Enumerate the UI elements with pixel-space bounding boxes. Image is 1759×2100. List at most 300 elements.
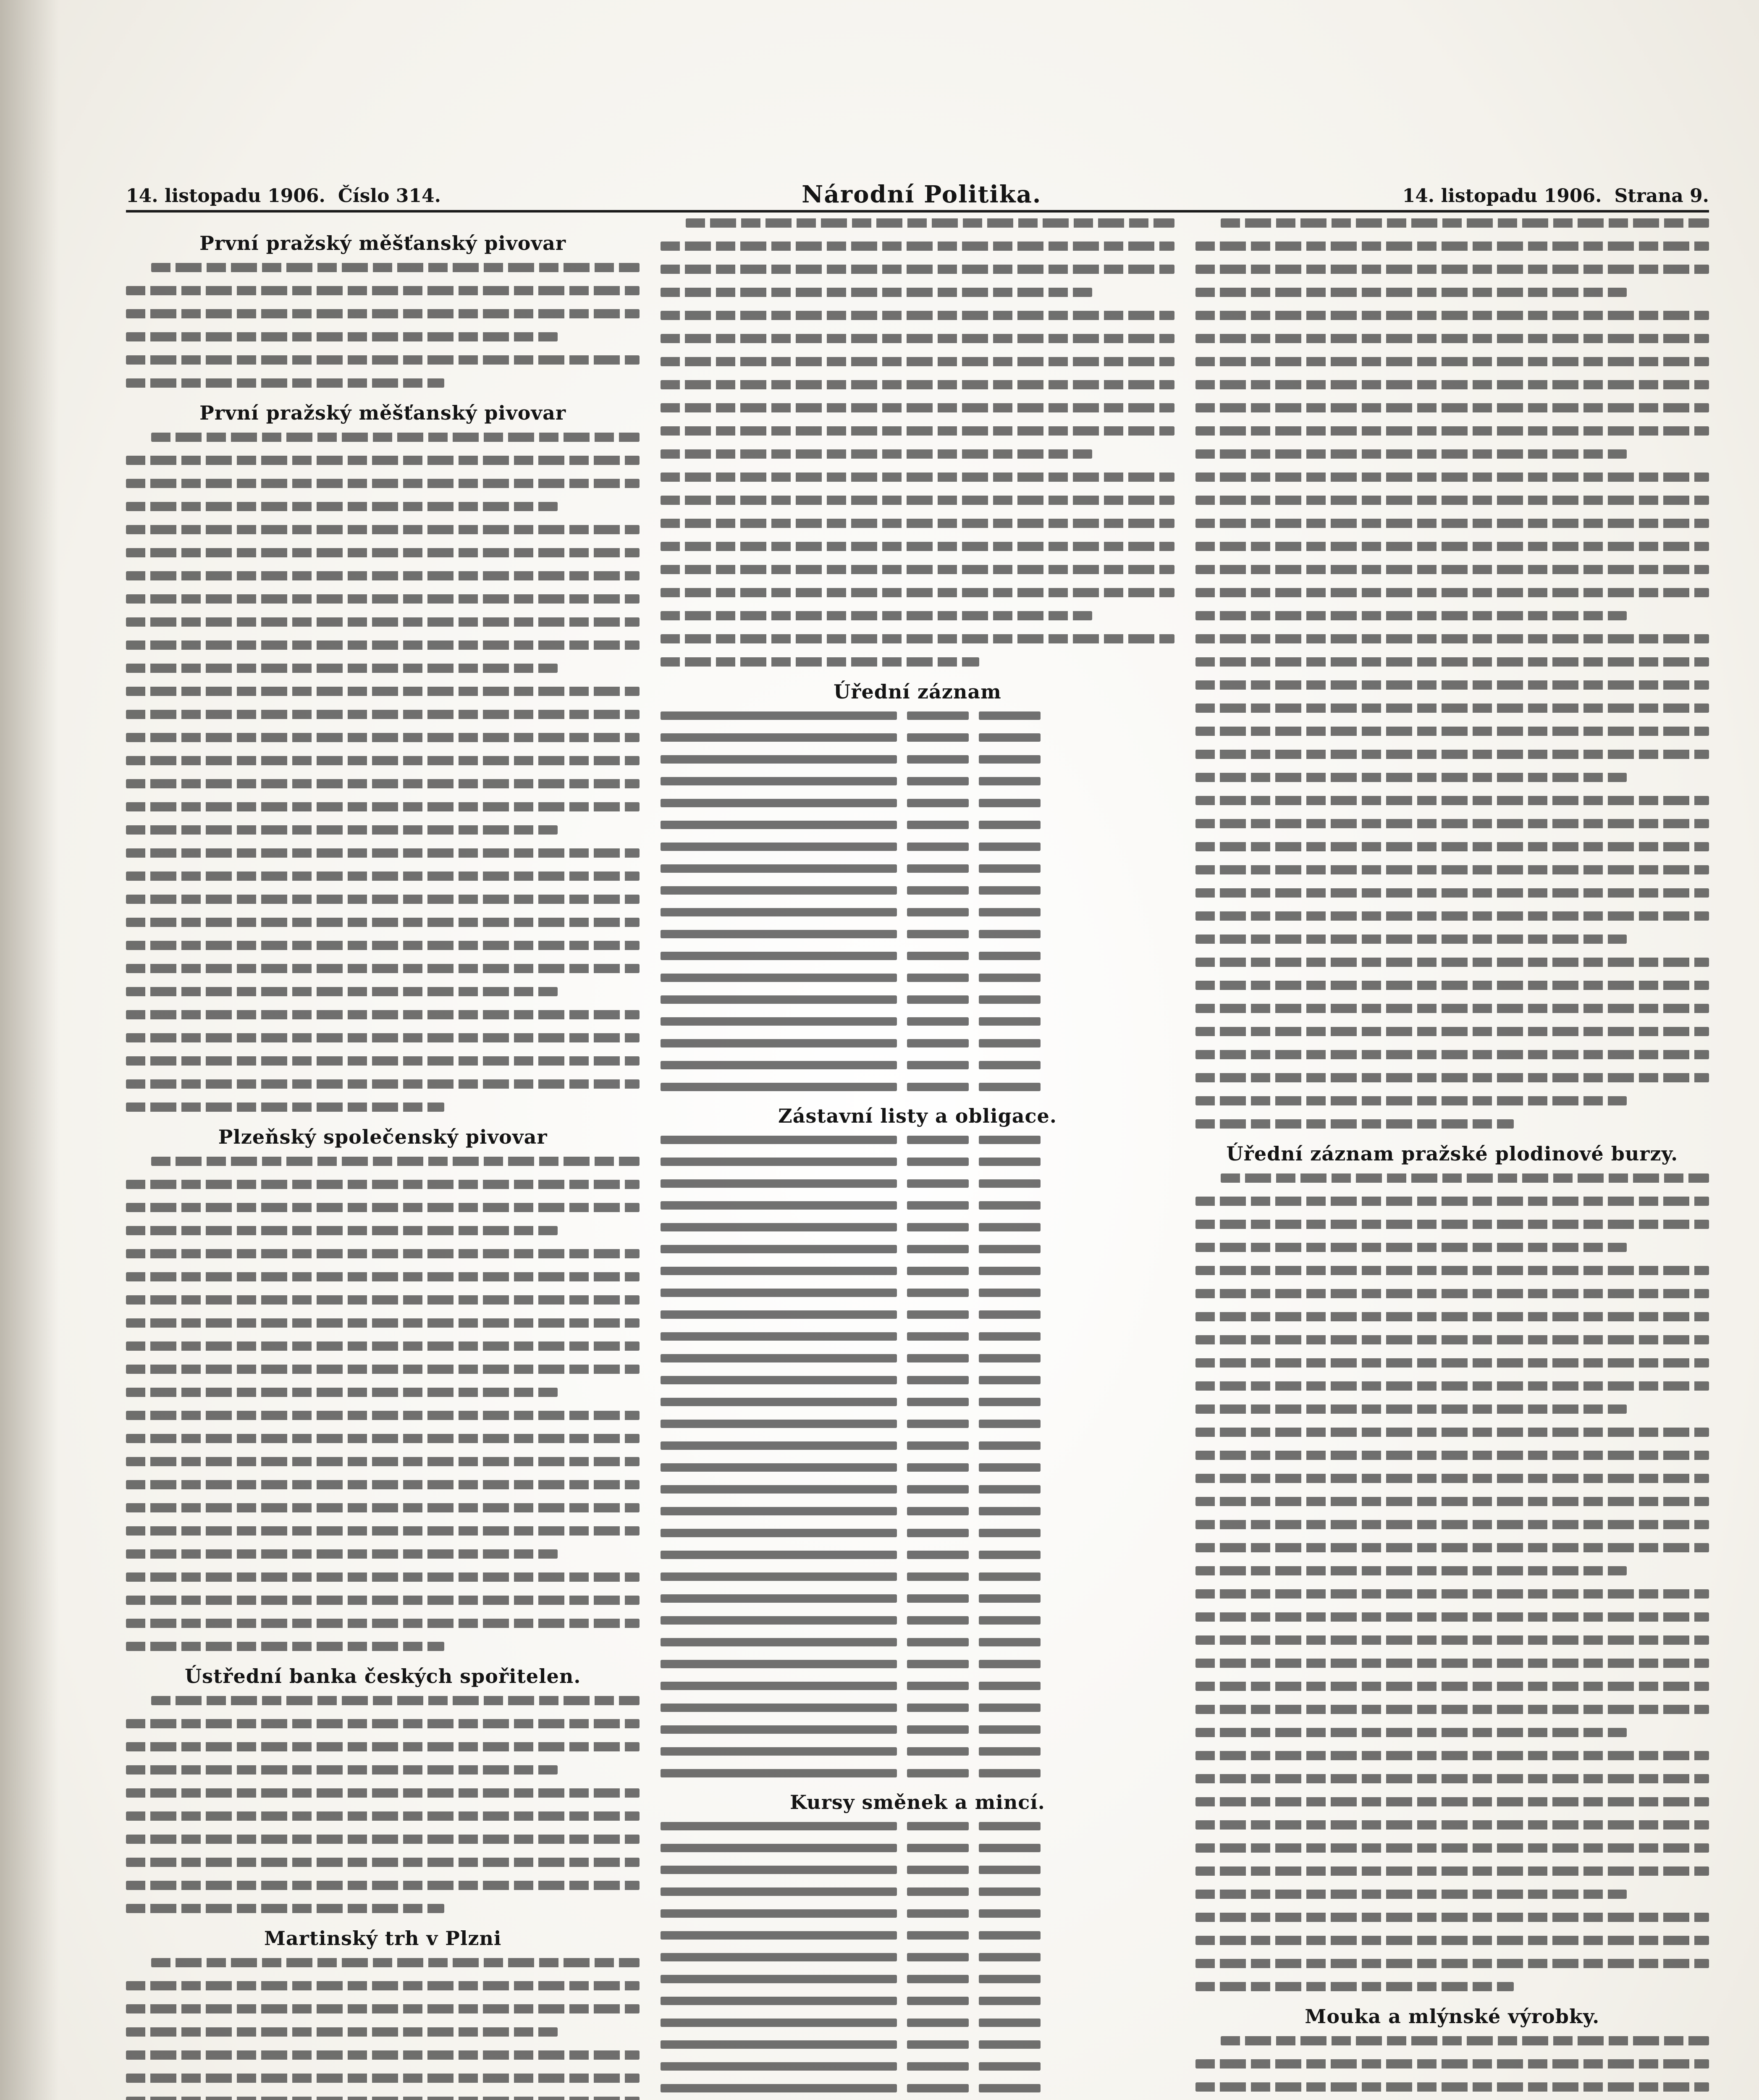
table-cell [661, 1844, 897, 1852]
table-cell [979, 1332, 1041, 1341]
table-cell [661, 733, 897, 742]
table-cell [979, 1039, 1041, 1047]
table-row [661, 1267, 1174, 1275]
text-line [126, 1434, 640, 1443]
table-cell [979, 1179, 1041, 1188]
text-line [1195, 634, 1709, 643]
table-cell [907, 1310, 969, 1319]
text-line [1195, 1404, 1627, 1414]
table-row [661, 1682, 1174, 1690]
table-cell [661, 1310, 897, 1319]
table-cell [979, 1201, 1041, 1210]
text-line [1195, 1358, 1709, 1368]
text-line [126, 1388, 558, 1397]
text-line [1195, 981, 1709, 990]
section-heading: Zástavní listy a obligace. [778, 1105, 1057, 1127]
table-cell [907, 930, 969, 938]
table-row [661, 1844, 1174, 1852]
section-heading: Kursy směnek a mincí. [790, 1791, 1045, 1814]
section-heading: První pražský měšťanský pivovar [199, 232, 566, 255]
text-line [1195, 288, 1627, 297]
table-cell [979, 864, 1041, 873]
text-line [126, 872, 640, 881]
text-line [126, 1295, 640, 1305]
table-cell [661, 1909, 897, 1918]
table-cell [907, 1463, 969, 1472]
table-row [661, 1463, 1174, 1472]
text-line [126, 2097, 640, 2100]
table-row [661, 1420, 1174, 1428]
text-line [1195, 1335, 1709, 1344]
text-line [1195, 1635, 1709, 1645]
table-cell [907, 864, 969, 873]
header-left [126, 185, 441, 210]
text-line [126, 1079, 640, 1089]
table-cell [661, 1398, 897, 1406]
table-cell [979, 974, 1041, 982]
text-line [126, 687, 640, 696]
text-line [1195, 1589, 1709, 1599]
table-cell [661, 1931, 897, 1940]
table-cell [907, 1866, 969, 1874]
table-cell [661, 1267, 897, 1275]
header-page-number: Strana 9. [1614, 185, 1709, 207]
table-cell [979, 1594, 1041, 1603]
table-cell [907, 799, 969, 807]
table-cell [661, 1747, 897, 1756]
text-line [126, 525, 640, 534]
text-line [1195, 334, 1709, 343]
text-line [1195, 1774, 1709, 1783]
table-cell [907, 995, 969, 1004]
table-cell [661, 821, 897, 829]
table-cell [661, 1201, 897, 1210]
table-row [661, 1245, 1174, 1253]
table-cell [661, 2019, 897, 2027]
text-line [1195, 403, 1709, 412]
table-row [661, 799, 1174, 807]
text-line [1195, 1520, 1709, 1529]
text-line [151, 1958, 640, 1967]
text-line [1195, 1381, 1709, 1391]
table-row [661, 1887, 1174, 1896]
table-cell [979, 908, 1041, 916]
table-cell [979, 1887, 1041, 1896]
table-cell [907, 1267, 969, 1275]
table-row [661, 1769, 1174, 1777]
text-line [1195, 1659, 1709, 1668]
page-header [126, 181, 1709, 213]
table-cell [907, 1507, 969, 1515]
table-cell [907, 1039, 969, 1047]
text-line [126, 1203, 640, 1212]
table-cell [979, 1158, 1041, 1166]
table-cell [907, 1061, 969, 1069]
text-line [126, 1457, 640, 1466]
table-row [661, 1638, 1174, 1646]
table-cell [979, 2040, 1041, 2049]
text-line [1195, 265, 1709, 274]
table-cell [979, 1398, 1041, 1406]
text-line [126, 1010, 640, 1019]
text-line [1221, 2036, 1709, 2045]
text-line [1195, 2059, 1709, 2068]
text-line [126, 1835, 640, 1844]
text-line [126, 964, 640, 973]
table-cell [907, 777, 969, 785]
table-cell [661, 1017, 897, 1026]
table-row [661, 2084, 1174, 2092]
table-row [661, 1398, 1174, 1406]
table-cell [979, 1310, 1041, 1319]
table-cell [907, 1844, 969, 1852]
table-cell [661, 1866, 897, 1874]
text-line [1195, 242, 1709, 251]
text-line [1221, 1173, 1709, 1183]
text-line [126, 479, 640, 488]
table-row [661, 908, 1174, 916]
text-line [661, 542, 1174, 551]
header-date-right: 14. listopadu 1906. [1402, 185, 1602, 207]
table-cell [661, 2062, 897, 2071]
table-row [661, 1551, 1174, 1559]
table-cell [979, 1953, 1041, 1961]
table-cell [661, 1822, 897, 1830]
table-cell [907, 1376, 969, 1384]
table-cell [979, 711, 1041, 720]
table-cell [907, 1931, 969, 1940]
table-cell [907, 755, 969, 764]
table-row [661, 777, 1174, 785]
table-cell [907, 1332, 969, 1341]
table-cell [661, 974, 897, 982]
text-line [1195, 1243, 1627, 1252]
header-date-left: 14. listopadu 1906. [126, 185, 325, 207]
table-row [661, 864, 1174, 873]
text-line [1195, 1096, 1627, 1105]
table-cell [907, 974, 969, 982]
text-line [661, 657, 979, 667]
table-row [661, 1136, 1174, 1144]
table-cell [979, 1463, 1041, 1472]
text-line [1195, 311, 1709, 320]
table-cell [907, 1638, 969, 1646]
table-row [661, 1354, 1174, 1362]
table-cell [979, 1975, 1041, 1983]
text-line [126, 1526, 640, 1536]
text-line [126, 1226, 558, 1235]
table-cell [661, 1953, 897, 1961]
text-line [1195, 1197, 1709, 1206]
text-line [1195, 1220, 1709, 1229]
table-cell [979, 1704, 1041, 1712]
table-row [661, 2062, 1174, 2071]
table-cell [661, 2084, 897, 2092]
table-row [661, 1083, 1174, 1091]
text-line [126, 1549, 558, 1559]
text-line [126, 1719, 640, 1728]
text-line [1195, 588, 1709, 597]
table-row [661, 2019, 1174, 2027]
text-line [1195, 565, 1709, 574]
table-row [661, 1822, 1174, 1830]
table-cell [661, 1354, 897, 1362]
text-line [1195, 934, 1627, 944]
text-line [126, 332, 558, 341]
text-line [1195, 472, 1709, 482]
text-line [661, 311, 1174, 320]
text-line [126, 1503, 640, 1512]
table-cell [907, 1201, 969, 1210]
text-line [1195, 1566, 1627, 1575]
table-row [661, 755, 1174, 764]
table-row [661, 1289, 1174, 1297]
text-line [661, 472, 1174, 482]
text-line [126, 733, 640, 742]
text-line [151, 263, 640, 272]
table-cell [907, 1747, 969, 1756]
text-line [661, 334, 1174, 343]
table-row [661, 1909, 1174, 1918]
table-cell [661, 1061, 897, 1069]
table-row [661, 952, 1174, 960]
text-line [1195, 1682, 1709, 1691]
text-line [126, 1619, 640, 1628]
text-line [1195, 449, 1627, 459]
table-cell [661, 1179, 897, 1188]
table-cell [907, 1822, 969, 1830]
text-line [126, 756, 640, 765]
table-cell [979, 1354, 1041, 1362]
table-row [661, 1953, 1174, 1961]
table-row [661, 1616, 1174, 1625]
table-cell [979, 930, 1041, 938]
table-row [661, 1975, 1174, 1983]
table-cell [979, 1572, 1041, 1581]
text-line [126, 1272, 640, 1281]
text-line [126, 502, 558, 511]
table-cell [979, 843, 1041, 851]
text-line [126, 2004, 640, 2013]
table-cell [979, 733, 1041, 742]
text-line [1195, 1866, 1709, 1876]
header-right [1402, 185, 1709, 210]
section-heading: Úřední záznam [834, 680, 1001, 703]
table-cell [661, 1572, 897, 1581]
table-cell [907, 2040, 969, 2049]
text-line [1195, 796, 1709, 805]
text-line [151, 1696, 640, 1705]
table-cell [661, 2040, 897, 2049]
table-row [661, 1660, 1174, 1668]
table-cell [979, 1441, 1041, 1450]
table-cell [907, 711, 969, 720]
table-row [661, 1485, 1174, 1494]
text-line [126, 1056, 640, 1066]
text-line [1195, 496, 1709, 505]
table-row [661, 1179, 1174, 1188]
table-cell [907, 1083, 969, 1091]
table-cell [907, 1572, 969, 1581]
table-cell [907, 2019, 969, 2027]
table-row [661, 733, 1174, 742]
text-line [1195, 1312, 1709, 1321]
text-line [126, 1788, 640, 1798]
table-cell [979, 1909, 1041, 1918]
table-row [661, 843, 1174, 851]
table-row [661, 1158, 1174, 1166]
table-row [661, 1725, 1174, 1734]
text-line [661, 288, 1092, 297]
table-row [661, 821, 1174, 829]
text-line [1195, 2082, 1709, 2092]
text-line [126, 664, 558, 673]
table-cell [979, 1822, 1041, 1830]
section-heading: První pražský měšťanský pivovar [199, 402, 566, 424]
table-row [661, 886, 1174, 895]
text-line [1195, 380, 1709, 389]
table-cell [661, 1158, 897, 1166]
table-cell [661, 995, 897, 1004]
table-cell [907, 1398, 969, 1406]
text-line [661, 519, 1174, 528]
text-line [1195, 1890, 1627, 1899]
table-row [661, 1201, 1174, 1210]
text-line [126, 2027, 558, 2037]
text-line [126, 848, 640, 858]
table-cell [907, 1354, 969, 1362]
text-line [126, 456, 640, 465]
table-cell [907, 886, 969, 895]
table-cell [979, 1682, 1041, 1690]
text-line [126, 987, 558, 996]
text-line [126, 941, 640, 950]
table-cell [979, 1267, 1041, 1275]
table-cell [661, 1332, 897, 1341]
text-line [126, 1411, 640, 1420]
table-cell [907, 908, 969, 916]
table-cell [979, 1083, 1041, 1091]
text-line [126, 1102, 444, 1112]
table-cell [907, 1887, 969, 1896]
table-cell [979, 1660, 1041, 1668]
text-line [1195, 704, 1709, 713]
masthead: Národní Politika. [802, 181, 1042, 208]
table-row [661, 1507, 1174, 1515]
text-line [126, 1318, 640, 1328]
table-cell [979, 1485, 1041, 1494]
table-cell [979, 777, 1041, 785]
table-row [661, 1223, 1174, 1231]
column-2 [661, 218, 1174, 2100]
table-cell [907, 1997, 969, 2005]
text-line [1195, 1936, 1709, 1945]
table-cell [907, 1660, 969, 1668]
table-cell [979, 821, 1041, 829]
table-cell [979, 2019, 1041, 2027]
table-cell [979, 1725, 1041, 1734]
table-row [661, 995, 1174, 1004]
text-line [126, 825, 558, 835]
table-cell [979, 1017, 1041, 1026]
section-heading: Plzeňský společenský pivovar [218, 1126, 548, 1148]
table-cell [661, 1638, 897, 1646]
table-cell [661, 1704, 897, 1712]
text-line [126, 286, 640, 295]
table-row [661, 1529, 1174, 1537]
table-row [661, 1747, 1174, 1756]
table-cell [907, 1420, 969, 1428]
text-line [661, 426, 1174, 436]
table-cell [661, 952, 897, 960]
text-line [1195, 727, 1709, 736]
text-line [126, 1642, 444, 1651]
text-line [1195, 1289, 1709, 1298]
table-cell [907, 1245, 969, 1253]
section-heading: Mouka a mlýnské výrobky. [1305, 2005, 1600, 2028]
text-line [1195, 1843, 1709, 1853]
text-line [1195, 1705, 1709, 1714]
table-cell [907, 2062, 969, 2071]
table-cell [661, 755, 897, 764]
table-cell [661, 1420, 897, 1428]
text-line [1195, 1119, 1514, 1129]
column-3 [1195, 218, 1709, 2100]
table-cell [979, 1638, 1041, 1646]
table-cell [661, 1083, 897, 1091]
table-cell [661, 1376, 897, 1384]
table-row [661, 1704, 1174, 1712]
table-cell [661, 1616, 897, 1625]
text-line [661, 588, 1174, 597]
table-cell [907, 1769, 969, 1777]
text-line [1195, 1982, 1514, 1991]
table-cell [661, 1136, 897, 1144]
text-line [1195, 657, 1709, 667]
section-heading: Martinský trh v Plzni [264, 1927, 502, 1950]
table-row [661, 1997, 1174, 2005]
table-cell [907, 1158, 969, 1166]
table-cell [979, 1551, 1041, 1559]
table-row [661, 1376, 1174, 1384]
text-line [661, 403, 1174, 412]
text-line [1195, 542, 1709, 551]
text-line [1195, 865, 1709, 874]
text-line [661, 565, 1174, 574]
table-cell [661, 930, 897, 938]
text-line [1195, 888, 1709, 898]
text-line [661, 357, 1174, 366]
table-cell [661, 1289, 897, 1297]
text-line [661, 449, 1092, 459]
text-line [126, 1981, 640, 1990]
table-cell [661, 1682, 897, 1690]
text-line [126, 617, 640, 627]
text-line [1195, 1451, 1709, 1460]
table-row [661, 1594, 1174, 1603]
text-line [1195, 1027, 1709, 1036]
text-line [1195, 357, 1709, 366]
table-row [661, 1332, 1174, 1341]
table-cell [661, 1507, 897, 1515]
table-cell [661, 1769, 897, 1777]
table-cell [979, 1376, 1041, 1384]
text-line [1195, 819, 1709, 828]
table-cell [979, 1747, 1041, 1756]
table-row [661, 711, 1174, 720]
table-cell [661, 1997, 897, 2005]
text-line [1195, 519, 1709, 528]
